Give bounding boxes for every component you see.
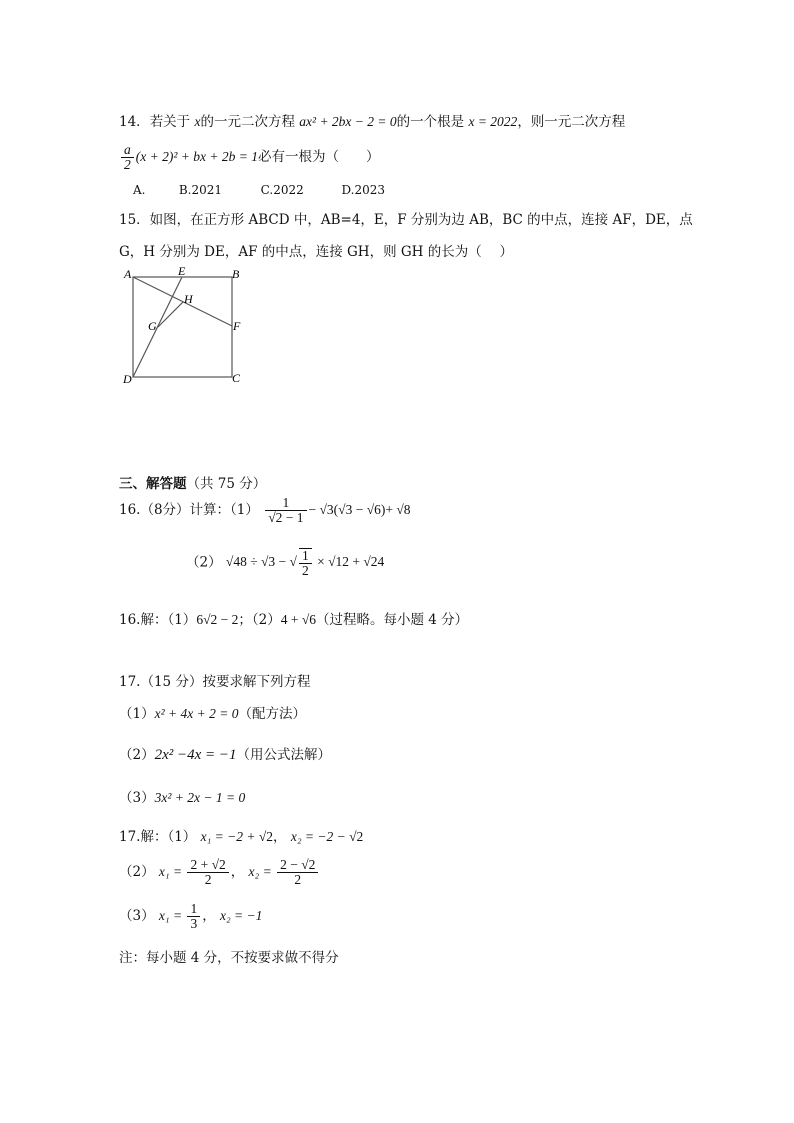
- q16-prefix: 16.（8分）计算：（1）: [119, 502, 259, 519]
- q14-frac-num: a: [121, 143, 134, 158]
- q14-line1: [119, 110, 625, 130]
- q17-p3-label: （3）: [119, 790, 155, 806]
- q17-a2-x1-num-a: 2 +: [190, 857, 212, 872]
- q16-p2-frac-num: 1: [299, 549, 312, 564]
- q16-answer2-radicand: 6: [309, 612, 316, 627]
- q16-p1-rest: − √3(√3 − √6)+ √8: [308, 502, 411, 518]
- q17-answer-prefix: 17.解：（1）: [119, 829, 197, 845]
- q17-a3-label: （3）: [119, 908, 155, 925]
- q16-answer1-coef: 6: [196, 612, 204, 627]
- label-g: G: [148, 319, 157, 333]
- q16-p2-sqrt24: 24: [370, 554, 385, 570]
- q16-p2-sqrt48: 48: [233, 554, 247, 570]
- q16-p1-minus: −: [308, 502, 320, 518]
- q17-a3-x1-lhs: x₁ =: [158, 908, 186, 924]
- q16-answer1-radicand: 2: [210, 612, 218, 627]
- q16-answer-tail: （过程略。每小题 4 分）: [316, 612, 469, 628]
- q16-answer2-a: 4 +: [280, 612, 302, 627]
- q17-p1-note: （配方法）: [238, 706, 306, 722]
- q17-a2-separator: ，: [230, 864, 245, 881]
- q17-answer3: [119, 902, 262, 931]
- q16-p1-fraction: [265, 496, 306, 525]
- q16-p1-sqrt8: 8: [403, 502, 411, 518]
- q17-a2-x2-frac: $\frac{2 - √2}{2}$: [277, 858, 318, 887]
- q17-header: 17.（15 分）按要求解下列方程: [119, 674, 311, 690]
- q16-p2-div: ÷: [246, 554, 261, 570]
- label-e: E: [178, 264, 186, 278]
- label-b: B: [232, 267, 240, 281]
- q17-a2-label: （2）: [119, 864, 155, 881]
- q17-a3-x1-frac: [187, 902, 200, 931]
- q16-p1-sqrt3: 3: [326, 502, 334, 518]
- q16-answer-mid: ；（2）: [238, 612, 281, 628]
- q17-a1-separator: ，: [273, 829, 287, 845]
- section-3-score: （共 75 分）: [186, 476, 267, 492]
- q17-a2-x1-num-radicand: 2: [218, 857, 226, 872]
- q15-line2: G，H 分别为 DE，AF 的中点，连接 GH，则 GH 的长为（ ）: [119, 244, 514, 260]
- q17-a1-x1-radicand: 2: [266, 829, 274, 844]
- q14-equation-2: (x + 2)² + bx + 2b = 1: [135, 149, 258, 165]
- q16-answer: 16.解：（1）6√2 − 2；（2）4 + √6（过程略。每小题 4 分）: [119, 612, 469, 628]
- label-c: C: [232, 371, 241, 385]
- q16-p2-frac-den: 2: [301, 563, 309, 579]
- q17-answer2: [119, 858, 320, 887]
- q14-option-d: D.2023: [341, 183, 386, 197]
- q17-p2-note: （用公式法解）: [236, 747, 332, 763]
- q17-a3-x1-num: 1: [187, 902, 200, 917]
- q17-a2-x2-den: 2: [294, 872, 302, 888]
- q16-part2: [186, 548, 384, 578]
- q17-note: 注：每小题 4 分，不按要求做不得分: [119, 950, 339, 966]
- q15-line1: 15．如图，在正方形 ABCD 中，AB=4，E，F 分别为边 AB，BC 的中点，连接 AF，DE，点: [119, 212, 693, 228]
- q16-p1-sqrt3b: 3: [345, 502, 353, 518]
- q14-number: 14．: [119, 114, 150, 130]
- section-3-heading: [119, 472, 266, 492]
- q16-p2-times: ×: [313, 554, 329, 570]
- q16-answer-prefix: 16.解：（1）: [119, 612, 197, 628]
- q17-part1: [119, 702, 306, 722]
- q17-a1-x2-radicand: 2: [356, 829, 364, 844]
- q16-p2-expr: √48 ÷ √3 − √ $\frac{1}{2}$ × √12 + √24: [225, 548, 385, 579]
- q17-part2: [119, 743, 331, 764]
- q16-p1-sqrt6: 6: [374, 502, 381, 518]
- q17-a1-x1: x₁ = −2 +: [200, 829, 259, 844]
- label-a: A: [124, 267, 132, 281]
- q14-root: x = 2022: [468, 114, 518, 129]
- q14-option-b: B.2021: [178, 183, 222, 197]
- q16-p2-label: （2）: [186, 554, 222, 571]
- q17-a2-x1-frac: $\frac{2 + √2}{2}$: [187, 858, 228, 887]
- q16-p2-sqrt-frac: [299, 548, 312, 578]
- q16-p1-num: 1: [265, 496, 306, 511]
- q16-p2-plus: +: [349, 554, 364, 570]
- q17-a3-x1-den: 3: [190, 916, 198, 932]
- q17-p1-equation: x² + 4x + 2 = 0: [154, 706, 239, 721]
- q17-a2-x1-den: 2: [204, 872, 212, 888]
- q14-question-tail: 必有一根为（ ）: [257, 149, 380, 166]
- q14-line2: [119, 143, 379, 172]
- q16-p1-den: √2 − 1: [268, 510, 304, 526]
- q17-a3-x2: x₂ = −1: [219, 908, 263, 924]
- q17-answer1: 17.解：（1） x₁ = −2 + √2， x₂ = −2 − √2: [119, 829, 364, 845]
- q16-p1-den-radicand: 2: [275, 510, 283, 526]
- q16-p1-paren-open: (: [333, 502, 339, 518]
- q14-text-d: ，则一元二次方程: [517, 114, 626, 130]
- q17-a3-separator: ，: [202, 908, 216, 925]
- section-3-title: 三、解答题: [119, 476, 187, 492]
- q16-p1-den-rest: − 1: [282, 510, 304, 526]
- q17-a2-x2-num-radicand: 2: [308, 857, 316, 872]
- q17-p1-label: （1）: [119, 706, 155, 722]
- q17-p2-label: （2）: [119, 747, 155, 763]
- q14-text-a: 若关于: [149, 114, 191, 130]
- q17-p3-equation: 3x² + 2x − 1 = 0: [154, 790, 246, 805]
- q17-a2-x2-lhs: x₂ =: [248, 864, 276, 880]
- q14-options: [133, 183, 385, 197]
- q16-p1-paren-close: )+: [380, 502, 397, 518]
- label-f: F: [233, 319, 241, 333]
- q17-part3: [119, 786, 245, 806]
- q16-p1-minus2: −: [352, 502, 367, 518]
- q17-a1-x2: x₂ = −2 −: [290, 829, 350, 844]
- q14-equation-1: ax² + 2bx − 2 = 0: [299, 114, 397, 129]
- label-d: D: [123, 372, 132, 386]
- q16-part1: [119, 496, 411, 525]
- q16-p2-sqrt12: 12: [335, 554, 349, 570]
- q14-fraction: [121, 143, 134, 172]
- q14-option-a: A.: [133, 183, 146, 197]
- q14-text-c: 的一个根是: [396, 114, 465, 130]
- segment-de: [133, 277, 182, 377]
- q17-a2-x1-lhs: x₁ =: [158, 864, 186, 880]
- segment-gh: [158, 302, 183, 327]
- q14-text-b: 的一元二次方程: [200, 114, 295, 130]
- label-h: H: [184, 292, 193, 306]
- q17-p2-equation: 2x² −4x = −1: [154, 747, 237, 763]
- q14-var-x: x: [194, 114, 201, 129]
- q14-option-c: C.2022: [260, 183, 304, 197]
- q16-p2-sqrt3: 3: [268, 554, 276, 570]
- q17-a2-x2-num-a: 2 −: [280, 857, 302, 872]
- q16-p2-minus: −: [275, 554, 290, 570]
- q15-square-figure: [118, 262, 258, 392]
- q16-answer1-rest: − 2: [217, 612, 239, 627]
- q14-frac-den: 2: [124, 157, 131, 173]
